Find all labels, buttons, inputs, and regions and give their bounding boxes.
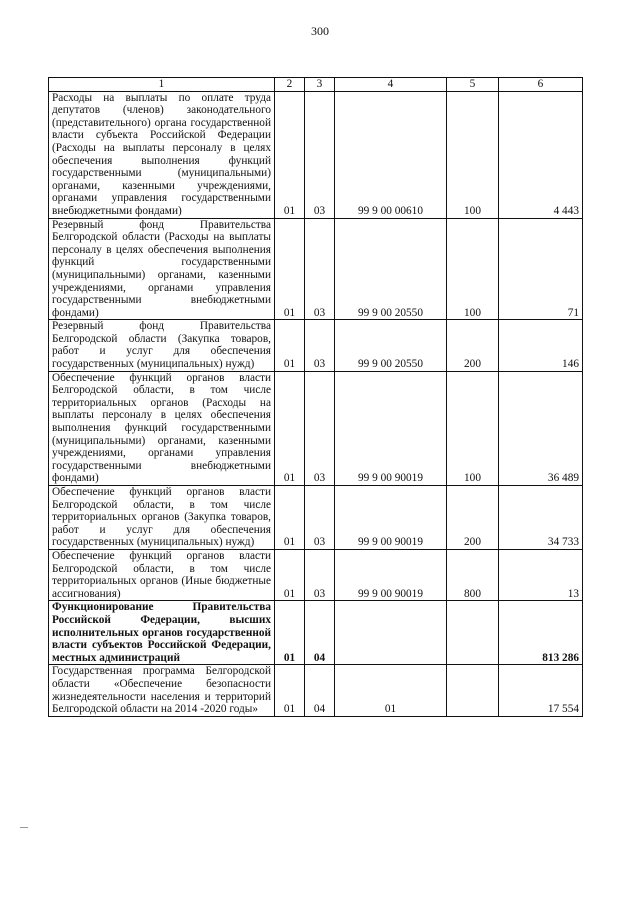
- row-section: 01: [275, 549, 305, 600]
- row-amount: 71: [499, 218, 583, 320]
- scan-margin-mark: [20, 827, 28, 828]
- row-subsection: 04: [305, 665, 335, 716]
- row-target-article: 99 9 00 90019: [335, 549, 447, 600]
- row-subsection: 03: [305, 320, 335, 371]
- page-number: 300: [311, 24, 329, 38]
- row-target-article: 01: [335, 665, 447, 716]
- header-col-name: 1: [49, 78, 275, 92]
- row-amount: 4 443: [499, 91, 583, 218]
- row-name: Резервный фонд Правительства Белгородской области (Расходы на выплаты персоналу в целях обеспечения выполнения функций государственными (муниципальными) органами, казенными учреждениями, органами управления государственными внебюджетными фондами): [49, 218, 275, 320]
- row-target-article: [335, 601, 447, 665]
- row-name: Обеспечение функций органов власти Белгородской области, в том числе территориальных органов (Закупка товаров, работ и услуг для обеспечения государственных (муниципальных) нужд): [49, 486, 275, 550]
- row-name: Расходы на выплаты по оплате труда депутатов (членов) законодательного (представительного) органа государственной власти субъекта Российской Федерации (Расходы на выплаты персоналу в целях обеспечения выполнения функций государственными (муниципальными) органами, казенными учреждениями, органами управления государственными внебюджетными фондами): [49, 91, 275, 218]
- table-row: [49, 320, 583, 371]
- header-col-target-article: 4: [335, 78, 447, 92]
- row-target-article: 99 9 00 20550: [335, 218, 447, 320]
- row-subsection: 03: [305, 371, 335, 485]
- header-col-section: 2: [275, 78, 305, 92]
- row-subsection: 03: [305, 218, 335, 320]
- row-expense-type: 100: [447, 91, 499, 218]
- row-section: 01: [275, 320, 305, 371]
- row-expense-type: [447, 665, 499, 716]
- row-name: Резервный фонд Правительства Белгородской области (Закупка товаров, работ и услуг для обеспечения государственных (муниципальных) нужд): [49, 320, 275, 371]
- row-subsection: 03: [305, 91, 335, 218]
- row-section: 01: [275, 91, 305, 218]
- row-expense-type: 100: [447, 371, 499, 485]
- row-section: 01: [275, 601, 305, 665]
- row-section: 01: [275, 665, 305, 716]
- row-amount: 17 554: [499, 665, 583, 716]
- row-section: 01: [275, 486, 305, 550]
- row-target-article: 99 9 00 90019: [335, 371, 447, 485]
- row-amount: 13: [499, 549, 583, 600]
- row-section: 01: [275, 218, 305, 320]
- row-amount: 34 733: [499, 486, 583, 550]
- row-amount: 146: [499, 320, 583, 371]
- table-row: [49, 218, 583, 320]
- row-target-article: 99 9 00 90019: [335, 486, 447, 550]
- table-row: [49, 665, 583, 716]
- row-target-article: 99 9 00 20550: [335, 320, 447, 371]
- row-target-article: 99 9 00 00610: [335, 91, 447, 218]
- row-name: Обеспечение функций органов власти Белгородской области, в том числе территориальных органов (Расходы на выплаты персоналу в целях обеспечения выполнения функций государственными (муниципальными) органами, казенными учреждениями, органами управления государственными внебюджетными фондами): [49, 371, 275, 485]
- budget-table: [48, 77, 583, 717]
- table-row: [49, 91, 583, 218]
- row-expense-type: 100: [447, 218, 499, 320]
- row-subsection: 03: [305, 486, 335, 550]
- header-row: [49, 78, 583, 92]
- row-expense-type: 200: [447, 486, 499, 550]
- row-expense-type: 200: [447, 320, 499, 371]
- row-subsection: 03: [305, 549, 335, 600]
- row-expense-type: 800: [447, 549, 499, 600]
- row-section: 01: [275, 371, 305, 485]
- row-name: Функционирование Правительства Российской Федерации, высших исполнительных органов государственной власти субъектов Российской Федерации, местных администраций: [49, 601, 275, 665]
- row-name: Государственная программа Белгородской области «Обеспечение безопасности жизнедеятельности населения и территорий Белгородской области на 2014 -2020 годы»: [49, 665, 275, 716]
- header-col-subsection: 3: [305, 78, 335, 92]
- table-row: [49, 549, 583, 600]
- table-row-section-total: [49, 601, 583, 665]
- table-row: [49, 486, 583, 550]
- row-subsection: 04: [305, 601, 335, 665]
- header-col-expense-type: 5: [447, 78, 499, 92]
- row-amount: 813 286: [499, 601, 583, 665]
- row-expense-type: [447, 601, 499, 665]
- table-row: [49, 371, 583, 485]
- header-col-amount: 6: [499, 78, 583, 92]
- row-amount: 36 489: [499, 371, 583, 485]
- row-name: Обеспечение функций органов власти Белгородской области, в том числе территориальных органов (Иные бюджетные ассигнования): [49, 549, 275, 600]
